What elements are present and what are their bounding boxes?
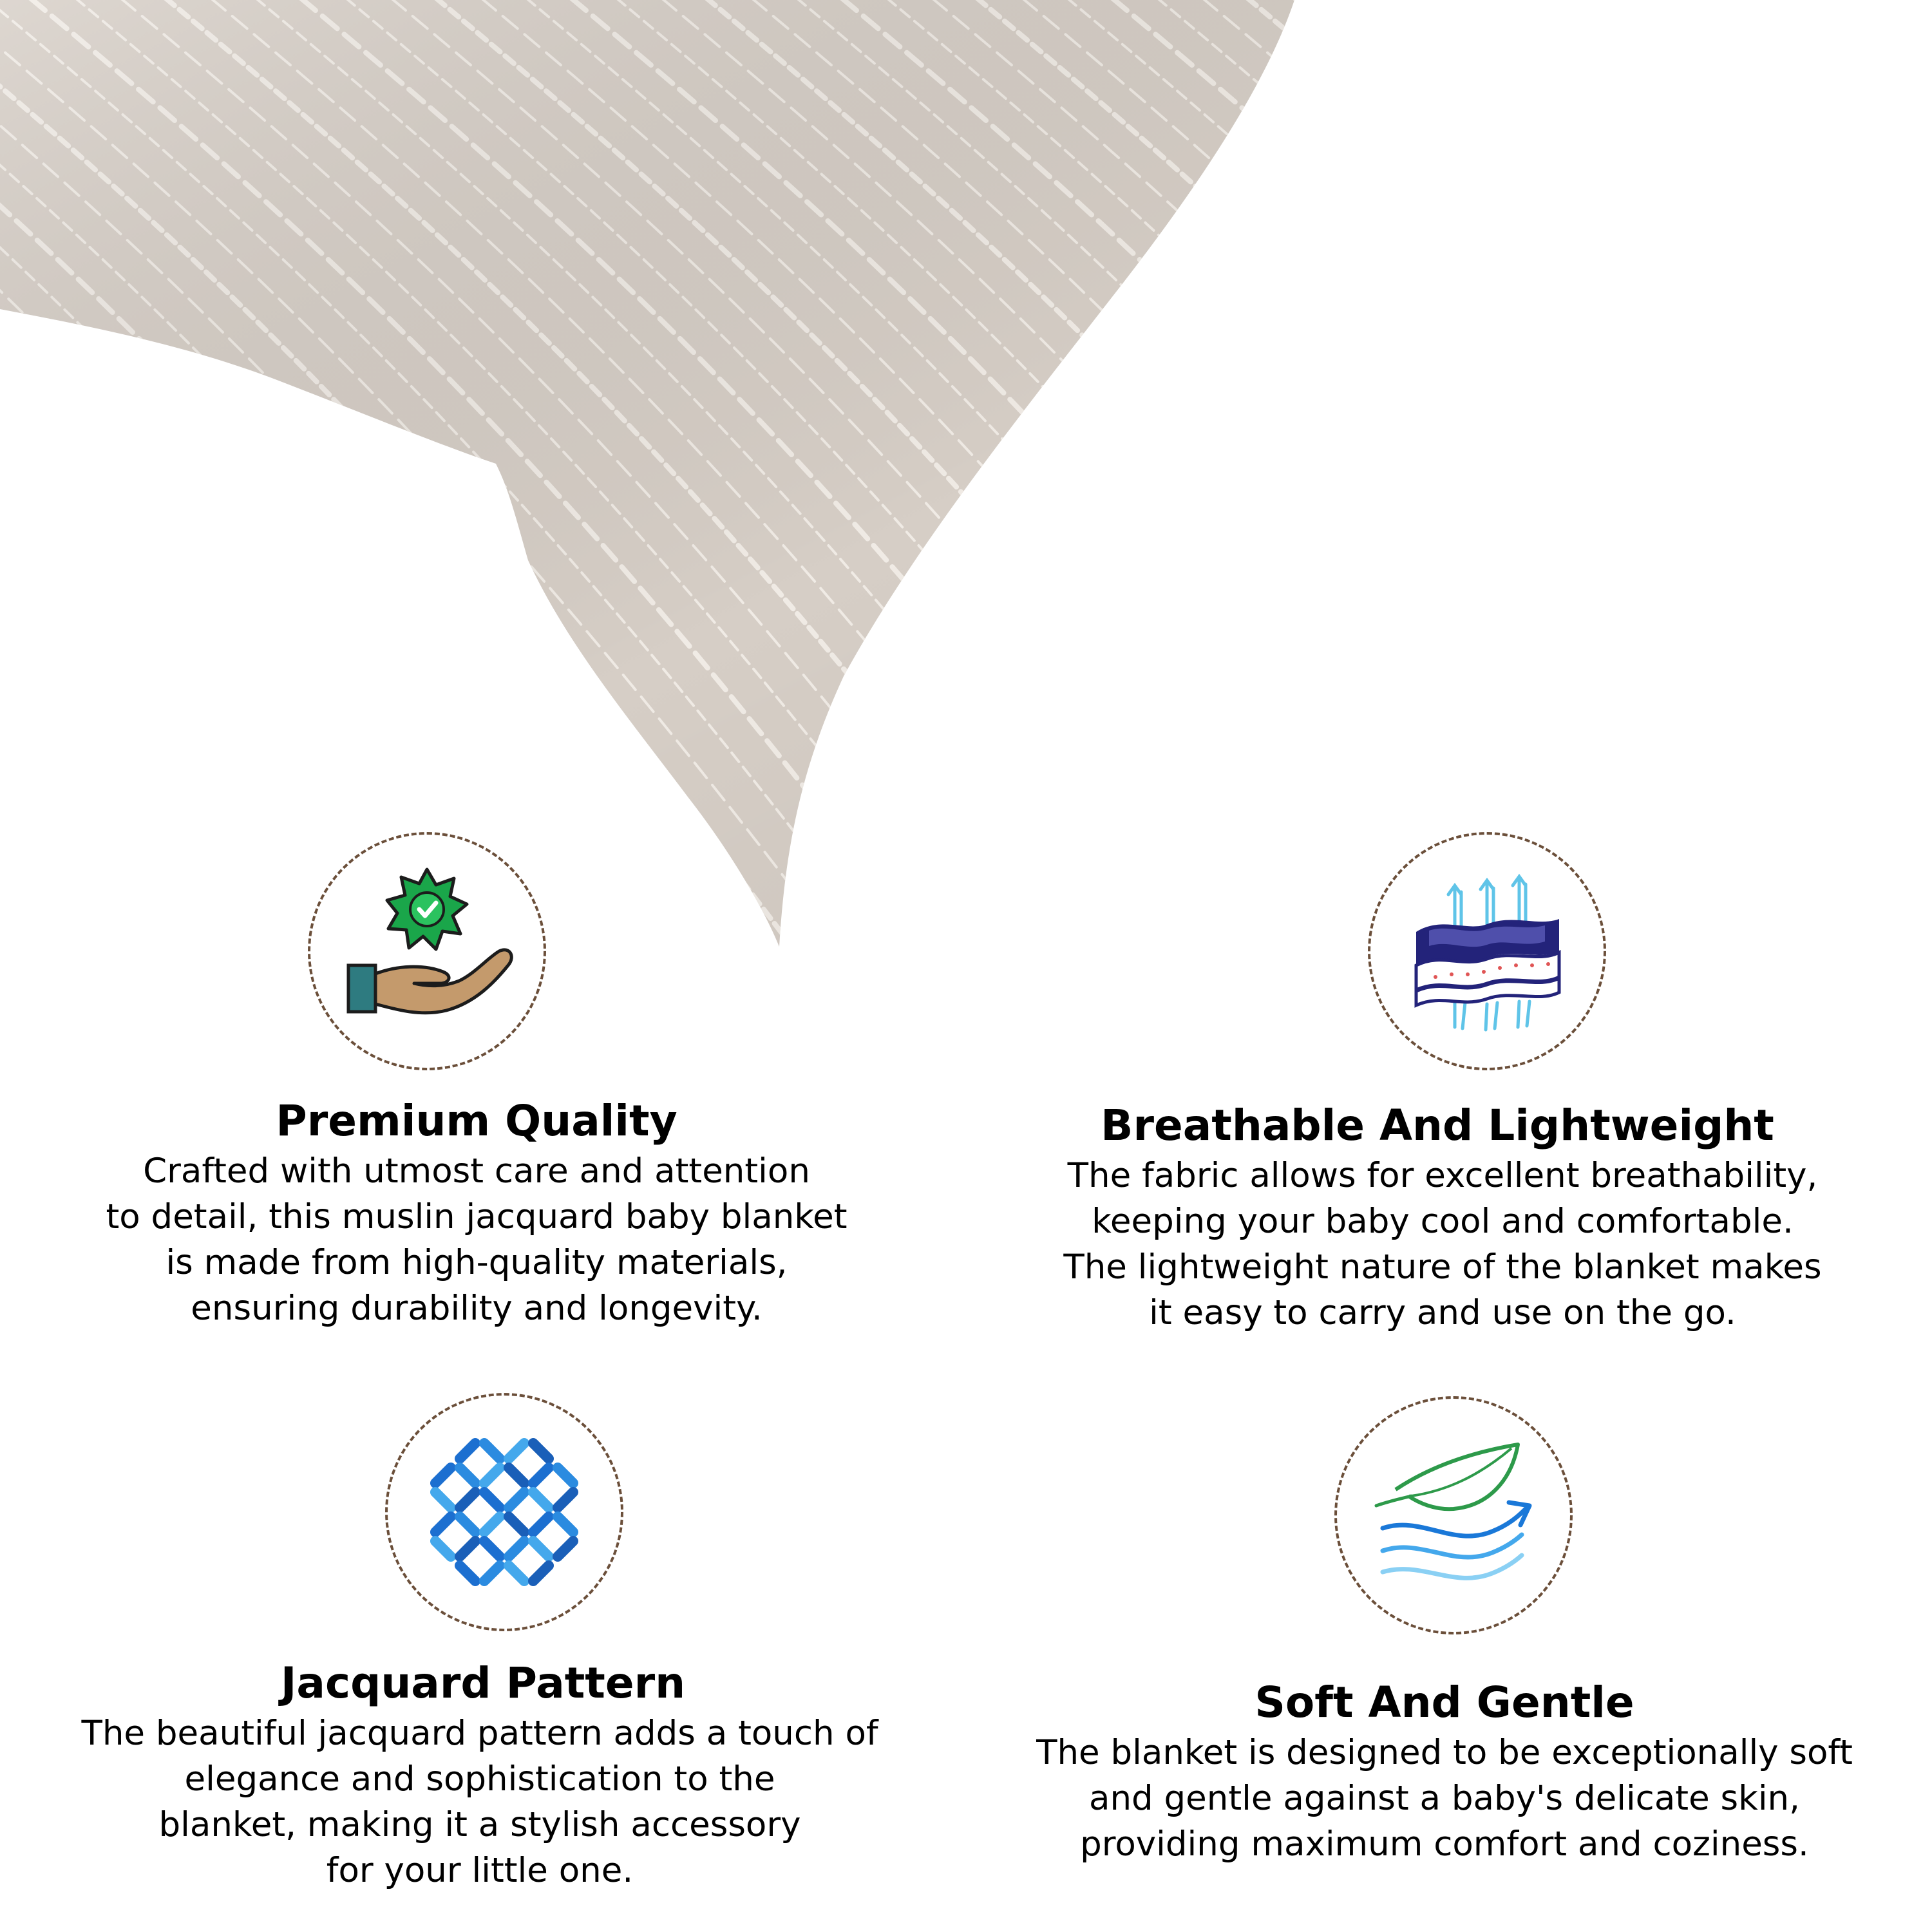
- hand-quality-badge-icon: [330, 855, 524, 1048]
- blanket-stripe: [1501, 0, 1932, 1005]
- breathable-title: Breathable And Lightweight: [1101, 1101, 1774, 1150]
- weave-strand: [558, 1541, 573, 1557]
- breathable-icon-circle: [1368, 832, 1606, 1070]
- jacquard-icon-circle: [385, 1393, 623, 1631]
- breathable-description: [1063, 1153, 1821, 1336]
- blanket-stripe: [1185, 0, 1932, 1005]
- description-line: The lightweight nature of the blanket makes: [1063, 1247, 1822, 1287]
- weave-strand: [484, 1541, 500, 1557]
- blanket-stripe: [1230, 0, 1932, 1005]
- weave-strand: [509, 1468, 524, 1483]
- description-line: for your little one.: [326, 1851, 634, 1890]
- weave-strand: [460, 1566, 475, 1581]
- weave-strand: [509, 1443, 524, 1459]
- premium-quality-description: [106, 1148, 848, 1331]
- weave-strand: [533, 1566, 549, 1581]
- weave-strand: [533, 1517, 549, 1532]
- weave-strand: [509, 1492, 524, 1508]
- weave-strand: [558, 1492, 573, 1508]
- weave-strand: [509, 1517, 524, 1532]
- weave-strand: [484, 1492, 500, 1508]
- leaf-soft-waves-icon: [1357, 1419, 1550, 1612]
- description-line: Crafted with utmost care and attention: [143, 1151, 810, 1191]
- jacquard-title: Jacquard Pattern: [280, 1658, 686, 1708]
- weave-strand: [460, 1443, 475, 1459]
- soft-gentle-title: Soft And Gentle: [1255, 1678, 1634, 1727]
- soft-gentle-description: [1036, 1730, 1853, 1867]
- description-line: blanket, making it a stylish accessory: [158, 1805, 801, 1844]
- blanket-stripe: [1320, 0, 1932, 1005]
- premium-quality-title: Premium Quality: [276, 1096, 677, 1146]
- weave-strand: [460, 1541, 475, 1557]
- description-line: The beautiful jacquard pattern adds a touch of: [81, 1714, 878, 1753]
- weave-strand: [435, 1517, 451, 1532]
- description-line: it easy to carry and use on the go.: [1149, 1293, 1736, 1332]
- description-line: providing maximum comfort and coziness.: [1080, 1824, 1809, 1864]
- description-line: The blanket is designed to be exceptionally soft: [1036, 1733, 1853, 1772]
- jacquard-description: [81, 1710, 878, 1893]
- blanket-stripe: [1275, 0, 1932, 1005]
- weave-strand: [460, 1468, 475, 1483]
- weave-strand: [484, 1443, 500, 1459]
- weave-strand: [435, 1492, 451, 1508]
- description-line: is made from high-quality materials,: [166, 1243, 788, 1282]
- breathable-fabric-layers-icon: [1390, 855, 1584, 1048]
- weave-strand: [533, 1492, 549, 1508]
- description-line: keeping your baby cool and comfortable.: [1092, 1202, 1794, 1241]
- weave-strand: [558, 1517, 573, 1532]
- woven-pattern-icon: [408, 1416, 601, 1609]
- description-line: and gentle against a baby's delicate skin,: [1088, 1779, 1801, 1818]
- weave-strand: [533, 1468, 549, 1483]
- weave-strand: [435, 1541, 451, 1557]
- weave-strand: [484, 1468, 500, 1483]
- weave-strand: [533, 1541, 549, 1557]
- weave-strand: [533, 1443, 549, 1459]
- weave-strand: [484, 1566, 500, 1581]
- weave-strand: [435, 1468, 451, 1483]
- premium-quality-icon-circle: [308, 832, 546, 1070]
- weave-strand: [509, 1566, 524, 1581]
- weave-strand: [509, 1541, 524, 1557]
- description-line: ensuring durability and longevity.: [191, 1289, 762, 1328]
- weave-strand: [558, 1468, 573, 1483]
- weave-strand: [460, 1517, 475, 1532]
- soft-gentle-icon-circle: [1334, 1396, 1573, 1634]
- description-line: to detail, this muslin jacquard baby blanket: [106, 1197, 848, 1236]
- description-line: elegance and sophistication to the: [184, 1759, 775, 1799]
- weave-strand: [460, 1492, 475, 1508]
- description-line: The fabric allows for excellent breathability,: [1067, 1156, 1818, 1195]
- weave-strand: [484, 1517, 500, 1532]
